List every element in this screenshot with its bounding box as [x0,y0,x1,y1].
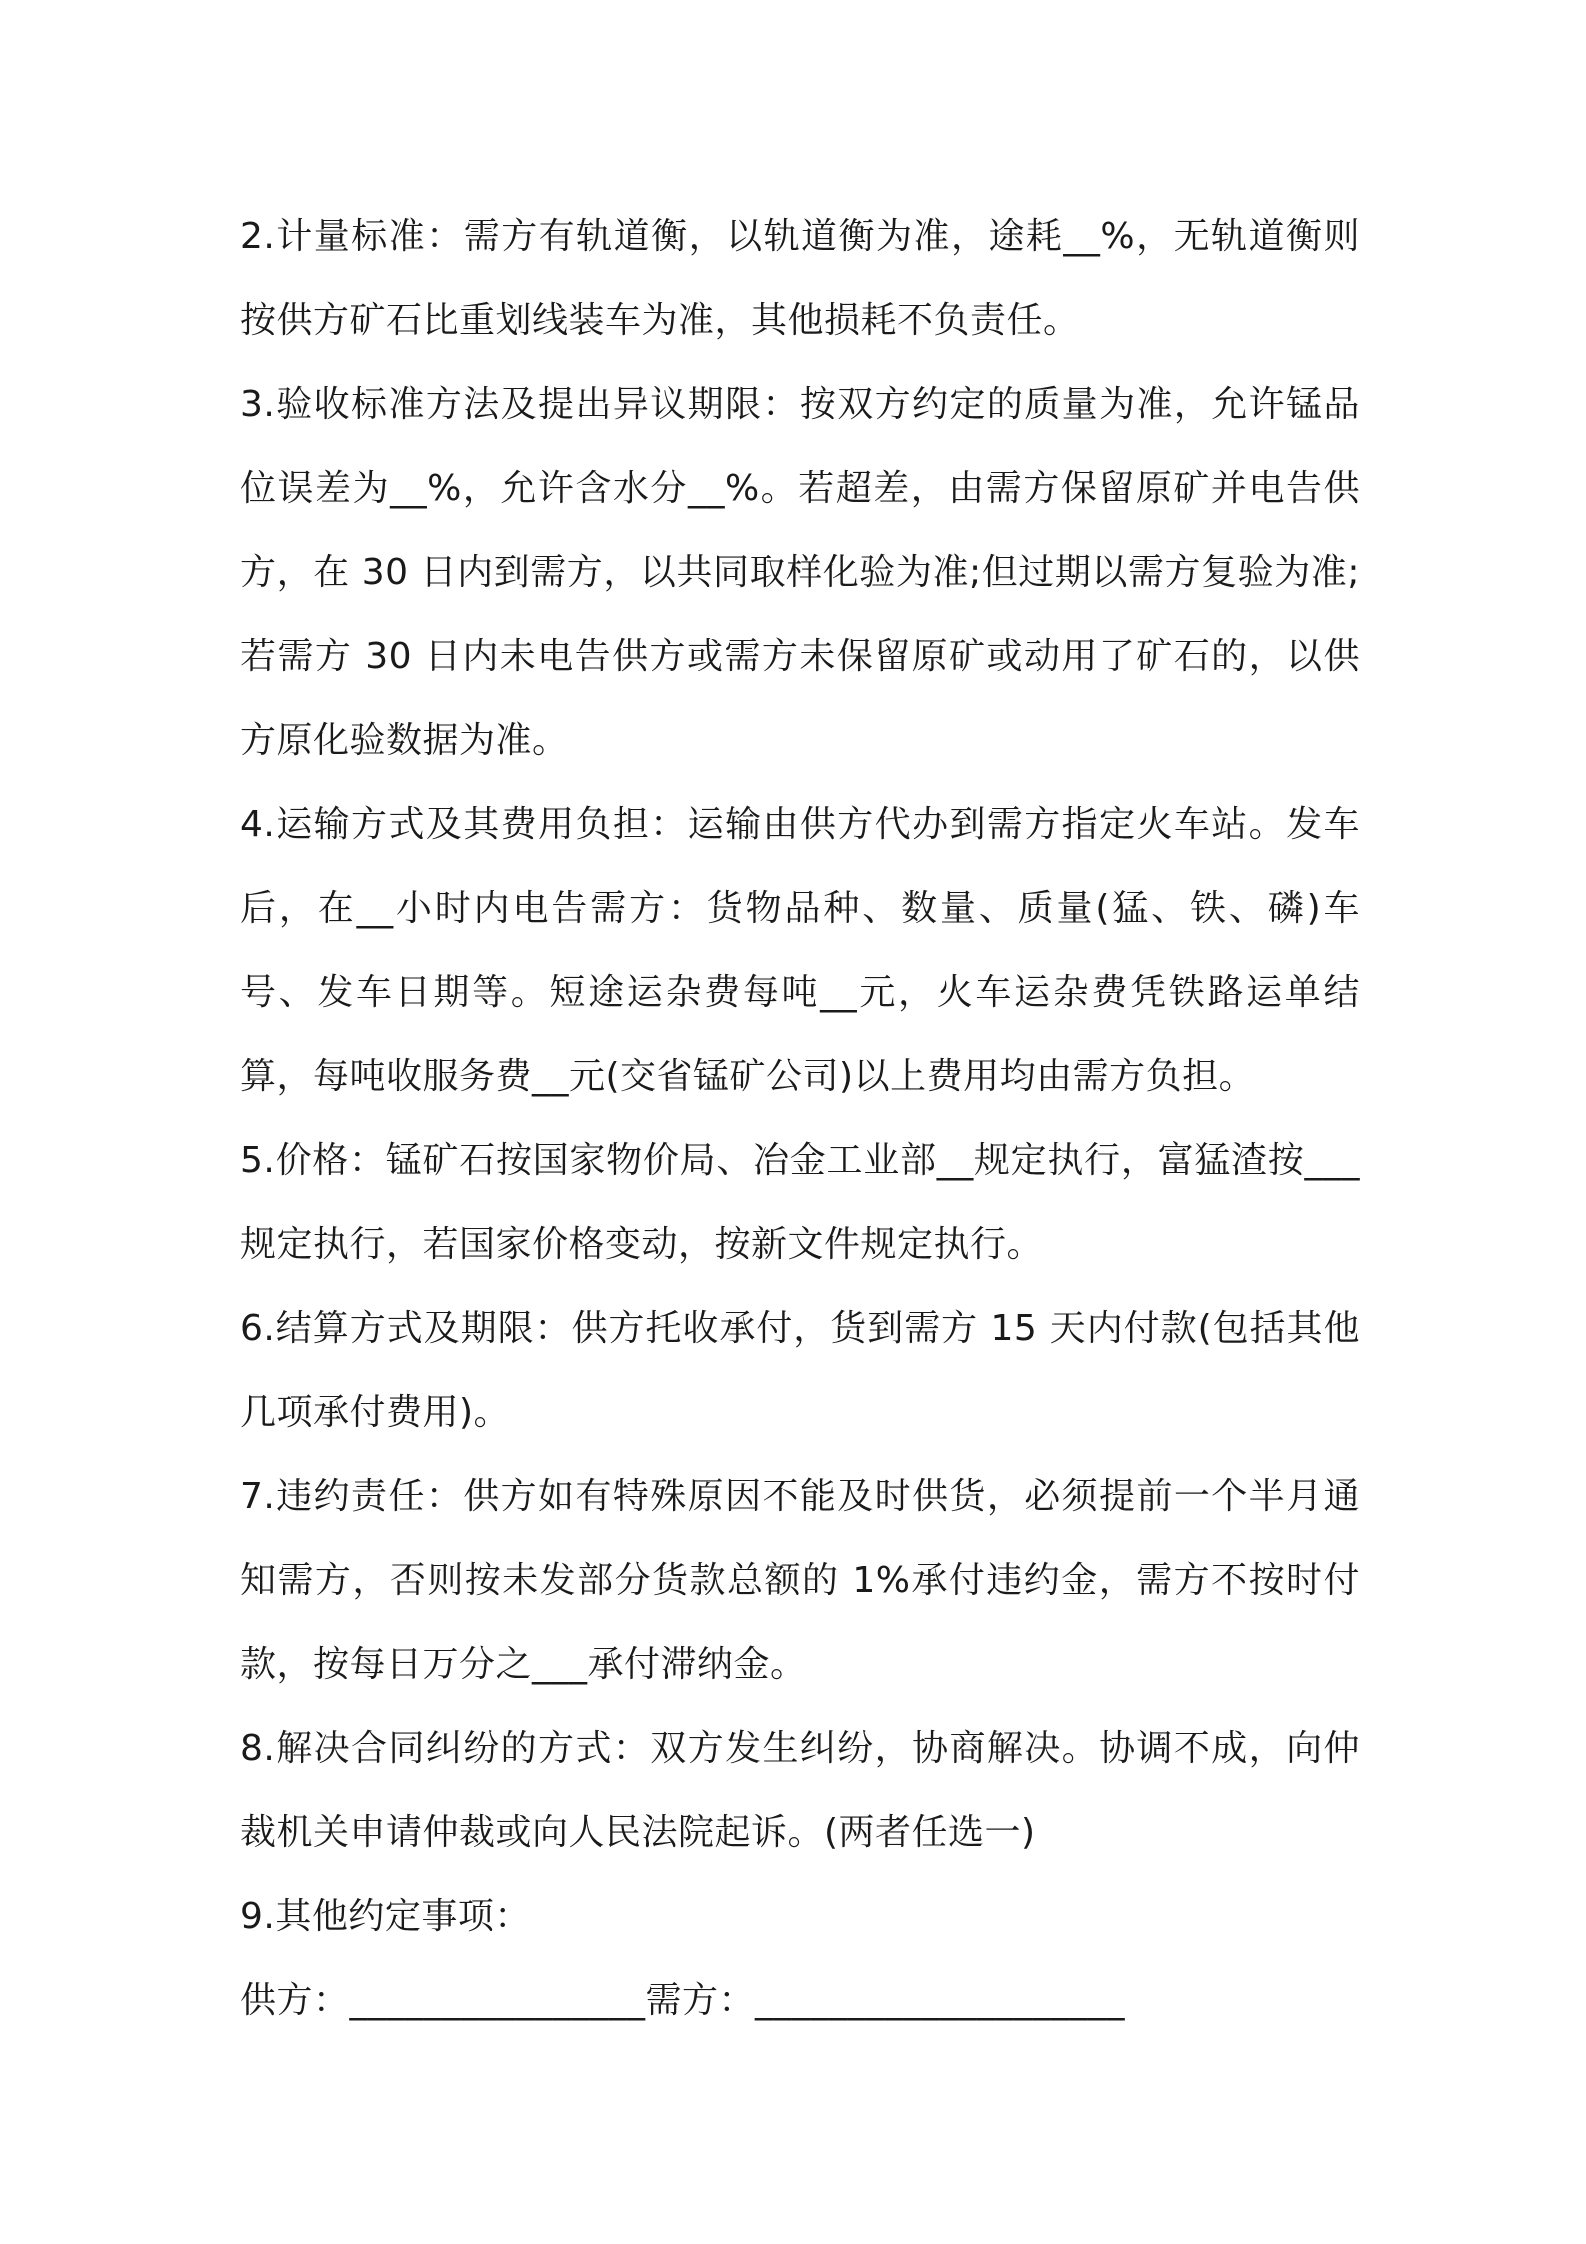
clause-6-settlement: 6.结算方式及期限：供方托收承付，货到需方 15 天内付款(包括其他几项承付费用)。 [240,1308,1360,1433]
clause-4-transport: 4.运输方式及其费用负担：运输由供方代办到需方指定火车站。发车后，在__小时内电告需方：货物品种、数量、质量(猛、铁、磷)车号、发车日期等。短途运杂费每吨__元，火车运杂费凭铁路运单结算，每吨收服务费__元(交省锰矿公司)以上费用均由需方负担。 [240,804,1360,1097]
clause-3-acceptance-standard: 3.验收标准方法及提出异议期限：按双方约定的质量为准，允许锰品位误差为__%，允许含水分__%。若超差，由需方保留原矿并电告供方，在 30 日内到需方，以共同取样化验为准;但过期以需方复验为准;若需方 30 日内未电告供方或需方未保留原矿或动用了矿石的，以供方原化验数据为准。 [240,384,1360,761]
clause-2-measurement-standard: 2.计量标准：需方有轨道衡，以轨道衡为准，途耗__%，无轨道衡则按供方矿石比重划线装车为准，其他损耗不负责任。 [240,216,1360,341]
contract-body [240,195,1360,2043]
clause-9-other-matters: 9.其他约定事项： [240,1896,531,1937]
clause-5-price: 5.价格：锰矿石按国家物价局、冶金工业部__规定执行，富猛渣按___规定执行，若国家价格变动，按新文件规定执行。 [240,1140,1360,1265]
signature-line: 供方：________________需方：____________________ [240,1980,1126,2021]
clause-7-liability: 7.违约责任：供方如有特殊原因不能及时供货，必须提前一个半月通知需方，否则按未发部分货款总额的 1%承付违约金，需方不按时付款，按每日万分之___承付滞纳金。 [240,1476,1360,1685]
clause-8-dispute-resolution: 8.解决合同纠纷的方式：双方发生纠纷，协商解决。协调不成，向仲裁机关申请仲裁或向人民法院起诉。(两者任选一) [240,1728,1360,1853]
